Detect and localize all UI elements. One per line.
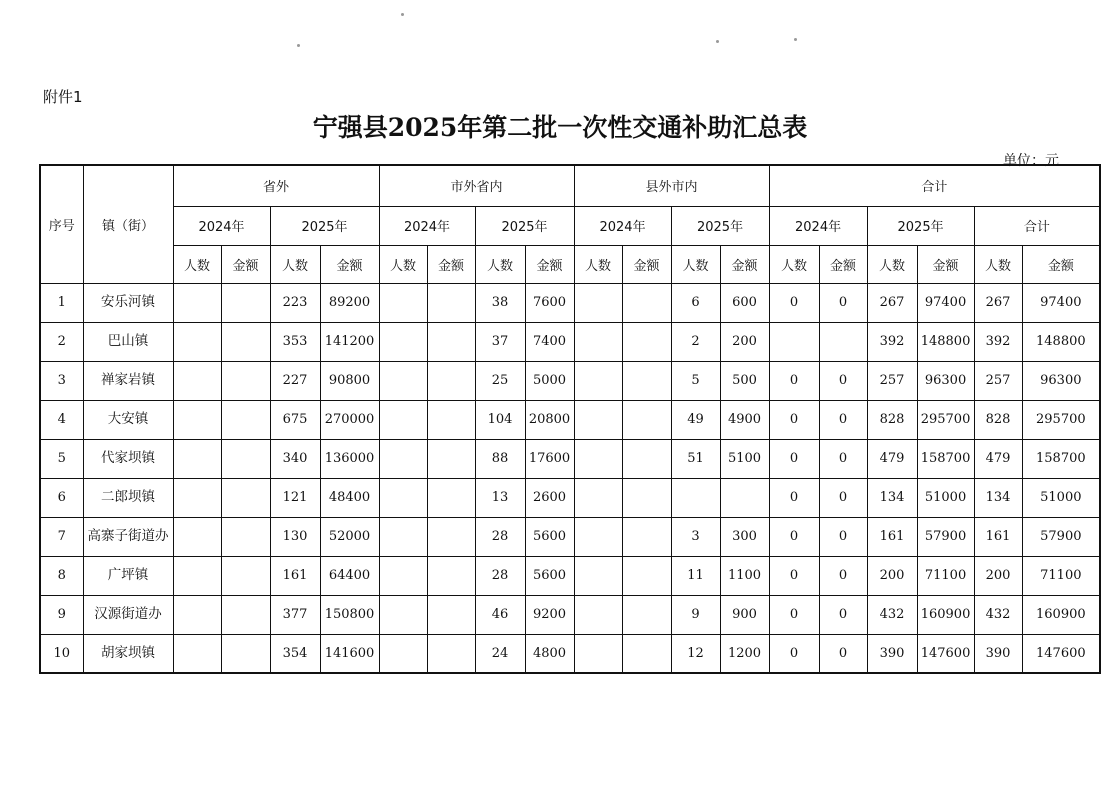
unit-label: 单位：元 [1003,153,1059,169]
row-seq: 1 [40,283,83,322]
cell-amount: 600 [720,283,769,322]
page-title: 宁强县2025年第二批一次性交通补助汇总表 [312,113,808,142]
row-town: 代家坝镇 [83,439,173,478]
cell-amount: 295700 [1022,400,1100,439]
cell-people: 392 [974,322,1022,361]
table-row [40,439,1100,478]
cell-amount [221,595,270,634]
cell-people: 0 [769,478,819,517]
cell-people: 479 [867,439,917,478]
cell-people [574,439,622,478]
cell-people [574,400,622,439]
cell-people: 200 [867,556,917,595]
cell-amount [622,595,671,634]
cell-people: 13 [475,478,525,517]
row-town: 高寨子街道办 [83,517,173,556]
table-row [40,634,1100,673]
row-town: 大安镇 [83,400,173,439]
header-people: 人数 [379,245,427,283]
header-year-2024: 2024年 [574,206,671,245]
row-seq: 5 [40,439,83,478]
cell-amount: 200 [720,322,769,361]
header-year-2024: 2024年 [769,206,867,245]
row-town: 二郎坝镇 [83,478,173,517]
cell-amount: 500 [720,361,769,400]
header-group-out-county: 县外市内 [574,165,769,206]
cell-amount: 148800 [1022,322,1100,361]
cell-amount: 57900 [1022,517,1100,556]
cell-amount [427,556,475,595]
cell-people: 223 [270,283,320,322]
header-amount: 金额 [720,245,769,283]
cell-people: 0 [769,283,819,322]
header-amount: 金额 [221,245,270,283]
table-row [40,283,1100,322]
cell-amount: 0 [819,283,867,322]
cell-amount: 57900 [917,517,974,556]
cell-people [173,634,221,673]
cell-amount [221,400,270,439]
cell-amount: 97400 [917,283,974,322]
cell-amount [221,439,270,478]
cell-people: 46 [475,595,525,634]
cell-people [379,517,427,556]
cell-amount [427,322,475,361]
cell-amount: 0 [819,595,867,634]
row-town: 巴山镇 [83,322,173,361]
cell-amount [221,478,270,517]
header-people: 人数 [574,245,622,283]
cell-people: 161 [270,556,320,595]
header-people: 人数 [475,245,525,283]
row-seq: 9 [40,595,83,634]
cell-people [379,595,427,634]
cell-amount: 51000 [917,478,974,517]
cell-amount [819,322,867,361]
cell-people: 38 [475,283,525,322]
table-row [40,361,1100,400]
cell-people: 51 [671,439,720,478]
cell-people: 24 [475,634,525,673]
header-year-2024: 2024年 [379,206,475,245]
cell-people: 267 [974,283,1022,322]
cell-people: 432 [974,595,1022,634]
cell-amount: 900 [720,595,769,634]
cell-amount: 158700 [1022,439,1100,478]
header-total-sub: 合计 [974,206,1100,245]
cell-people: 104 [475,400,525,439]
cell-people: 134 [867,478,917,517]
cell-people: 25 [475,361,525,400]
cell-people: 37 [475,322,525,361]
cell-people [173,556,221,595]
cell-people: 88 [475,439,525,478]
cell-amount: 7400 [525,322,574,361]
header-amount: 金额 [917,245,974,283]
cell-people: 0 [769,400,819,439]
cell-people: 377 [270,595,320,634]
header-amount: 金额 [1022,245,1100,283]
cell-people [173,322,221,361]
header-people: 人数 [173,245,221,283]
cell-amount: 17600 [525,439,574,478]
cell-amount: 2600 [525,478,574,517]
cell-amount [622,556,671,595]
cell-people [769,322,819,361]
cell-amount: 0 [819,478,867,517]
cell-amount [427,283,475,322]
cell-people [173,595,221,634]
header-people: 人数 [867,245,917,283]
table-row [40,322,1100,361]
cell-people [379,361,427,400]
cell-amount: 158700 [917,439,974,478]
cell-amount [720,478,769,517]
cell-people [574,361,622,400]
row-seq: 7 [40,517,83,556]
row-town: 广坪镇 [83,556,173,595]
row-seq: 3 [40,361,83,400]
cell-people: 0 [769,556,819,595]
cell-amount: 148800 [917,322,974,361]
header-year-2025: 2025年 [867,206,974,245]
cell-amount: 96300 [1022,361,1100,400]
cell-amount: 141200 [320,322,379,361]
header-people: 人数 [974,245,1022,283]
cell-amount: 300 [720,517,769,556]
cell-people: 257 [867,361,917,400]
cell-amount: 97400 [1022,283,1100,322]
cell-people [173,439,221,478]
cell-people: 390 [974,634,1022,673]
header-group-out-city: 市外省内 [379,165,574,206]
header-row-years [40,206,1100,245]
cell-amount: 0 [819,400,867,439]
row-town: 禅家岩镇 [83,361,173,400]
cell-people: 3 [671,517,720,556]
cell-people: 28 [475,517,525,556]
cell-people: 2 [671,322,720,361]
cell-amount: 51000 [1022,478,1100,517]
cell-amount: 52000 [320,517,379,556]
header-row-metrics [40,245,1100,283]
cell-amount: 5600 [525,517,574,556]
header-people: 人数 [671,245,720,283]
cell-amount [427,478,475,517]
header-year-2025: 2025年 [671,206,769,245]
cell-people [379,322,427,361]
cell-amount [622,283,671,322]
summary-table [39,164,1101,674]
cell-amount: 147600 [917,634,974,673]
header-people: 人数 [270,245,320,283]
cell-amount: 5600 [525,556,574,595]
cell-people [173,517,221,556]
cell-amount: 96300 [917,361,974,400]
header-row-groups [40,165,1100,206]
cell-people: 340 [270,439,320,478]
header-year-2024: 2024年 [173,206,270,245]
header-amount: 金额 [622,245,671,283]
cell-amount: 5100 [720,439,769,478]
cell-amount [622,439,671,478]
row-town: 汉源街道办 [83,595,173,634]
cell-amount [221,361,270,400]
cell-people: 354 [270,634,320,673]
cell-amount [622,634,671,673]
cell-amount [221,634,270,673]
cell-people [173,361,221,400]
cell-amount: 150800 [320,595,379,634]
cell-amount: 4800 [525,634,574,673]
cell-people: 0 [769,595,819,634]
table-row [40,517,1100,556]
cell-amount [427,439,475,478]
cell-people: 200 [974,556,1022,595]
cell-people [574,556,622,595]
row-seq: 2 [40,322,83,361]
cell-people: 5 [671,361,720,400]
cell-people [574,595,622,634]
cell-amount: 160900 [917,595,974,634]
cell-people: 6 [671,283,720,322]
cell-people: 479 [974,439,1022,478]
cell-people: 675 [270,400,320,439]
cell-people: 11 [671,556,720,595]
cell-people: 828 [867,400,917,439]
cell-people: 28 [475,556,525,595]
cell-people [574,634,622,673]
cell-amount: 89200 [320,283,379,322]
header-amount: 金额 [525,245,574,283]
cell-amount: 4900 [720,400,769,439]
row-seq: 6 [40,478,83,517]
cell-people: 49 [671,400,720,439]
cell-amount: 270000 [320,400,379,439]
cell-people: 0 [769,361,819,400]
cell-amount [622,361,671,400]
cell-amount [427,400,475,439]
cell-amount [221,322,270,361]
cell-people [173,283,221,322]
cell-people [671,478,720,517]
cell-people: 9 [671,595,720,634]
row-town: 安乐河镇 [83,283,173,322]
header-seq: 序号 [40,165,83,283]
cell-people [574,322,622,361]
cell-amount: 71100 [1022,556,1100,595]
cell-people: 267 [867,283,917,322]
cell-amount [427,634,475,673]
cell-people: 0 [769,439,819,478]
cell-amount [622,322,671,361]
cell-people: 828 [974,400,1022,439]
header-group-total: 合计 [769,165,1100,206]
cell-amount: 20800 [525,400,574,439]
cell-amount: 0 [819,439,867,478]
cell-people [379,439,427,478]
cell-people: 432 [867,595,917,634]
cell-amount [427,595,475,634]
cell-people [379,283,427,322]
row-seq: 10 [40,634,83,673]
cell-amount: 5000 [525,361,574,400]
cell-amount: 71100 [917,556,974,595]
cell-amount [622,517,671,556]
cell-amount [622,400,671,439]
header-year-2025: 2025年 [475,206,574,245]
row-town: 胡家坝镇 [83,634,173,673]
cell-people [379,478,427,517]
cell-people: 161 [867,517,917,556]
table-row [40,556,1100,595]
cell-amount [427,361,475,400]
attachment-label: 附件1 [43,88,83,106]
cell-amount: 1200 [720,634,769,673]
cell-people: 12 [671,634,720,673]
cell-people: 390 [867,634,917,673]
row-seq: 8 [40,556,83,595]
cell-people: 227 [270,361,320,400]
header-amount: 金额 [427,245,475,283]
cell-amount: 0 [819,517,867,556]
header-year-2025: 2025年 [270,206,379,245]
cell-amount: 7600 [525,283,574,322]
cell-people [574,283,622,322]
cell-amount: 160900 [1022,595,1100,634]
cell-amount: 64400 [320,556,379,595]
header-amount: 金额 [320,245,379,283]
cell-people [173,478,221,517]
cell-amount: 136000 [320,439,379,478]
cell-people [574,517,622,556]
header-group-out-province: 省外 [173,165,379,206]
cell-people [379,556,427,595]
cell-amount: 48400 [320,478,379,517]
cell-amount: 90800 [320,361,379,400]
cell-amount: 141600 [320,634,379,673]
cell-people: 121 [270,478,320,517]
cell-amount: 0 [819,634,867,673]
table-row [40,595,1100,634]
header-people: 人数 [769,245,819,283]
cell-people: 134 [974,478,1022,517]
cell-people: 130 [270,517,320,556]
row-seq: 4 [40,400,83,439]
table-row [40,400,1100,439]
cell-people: 257 [974,361,1022,400]
cell-amount: 295700 [917,400,974,439]
cell-amount: 1100 [720,556,769,595]
cell-people: 161 [974,517,1022,556]
cell-people: 392 [867,322,917,361]
cell-amount: 0 [819,361,867,400]
cell-amount: 147600 [1022,634,1100,673]
table-row [40,478,1100,517]
header-town: 镇（街） [83,165,173,283]
cell-amount: 0 [819,556,867,595]
cell-amount: 9200 [525,595,574,634]
header-amount: 金额 [819,245,867,283]
cell-people [173,400,221,439]
cell-amount [622,478,671,517]
cell-amount [221,283,270,322]
cell-people: 0 [769,517,819,556]
cell-amount [221,556,270,595]
cell-amount [427,517,475,556]
cell-people [574,478,622,517]
cell-people [379,634,427,673]
cell-people: 0 [769,634,819,673]
cell-people: 353 [270,322,320,361]
cell-amount [221,517,270,556]
cell-people [379,400,427,439]
